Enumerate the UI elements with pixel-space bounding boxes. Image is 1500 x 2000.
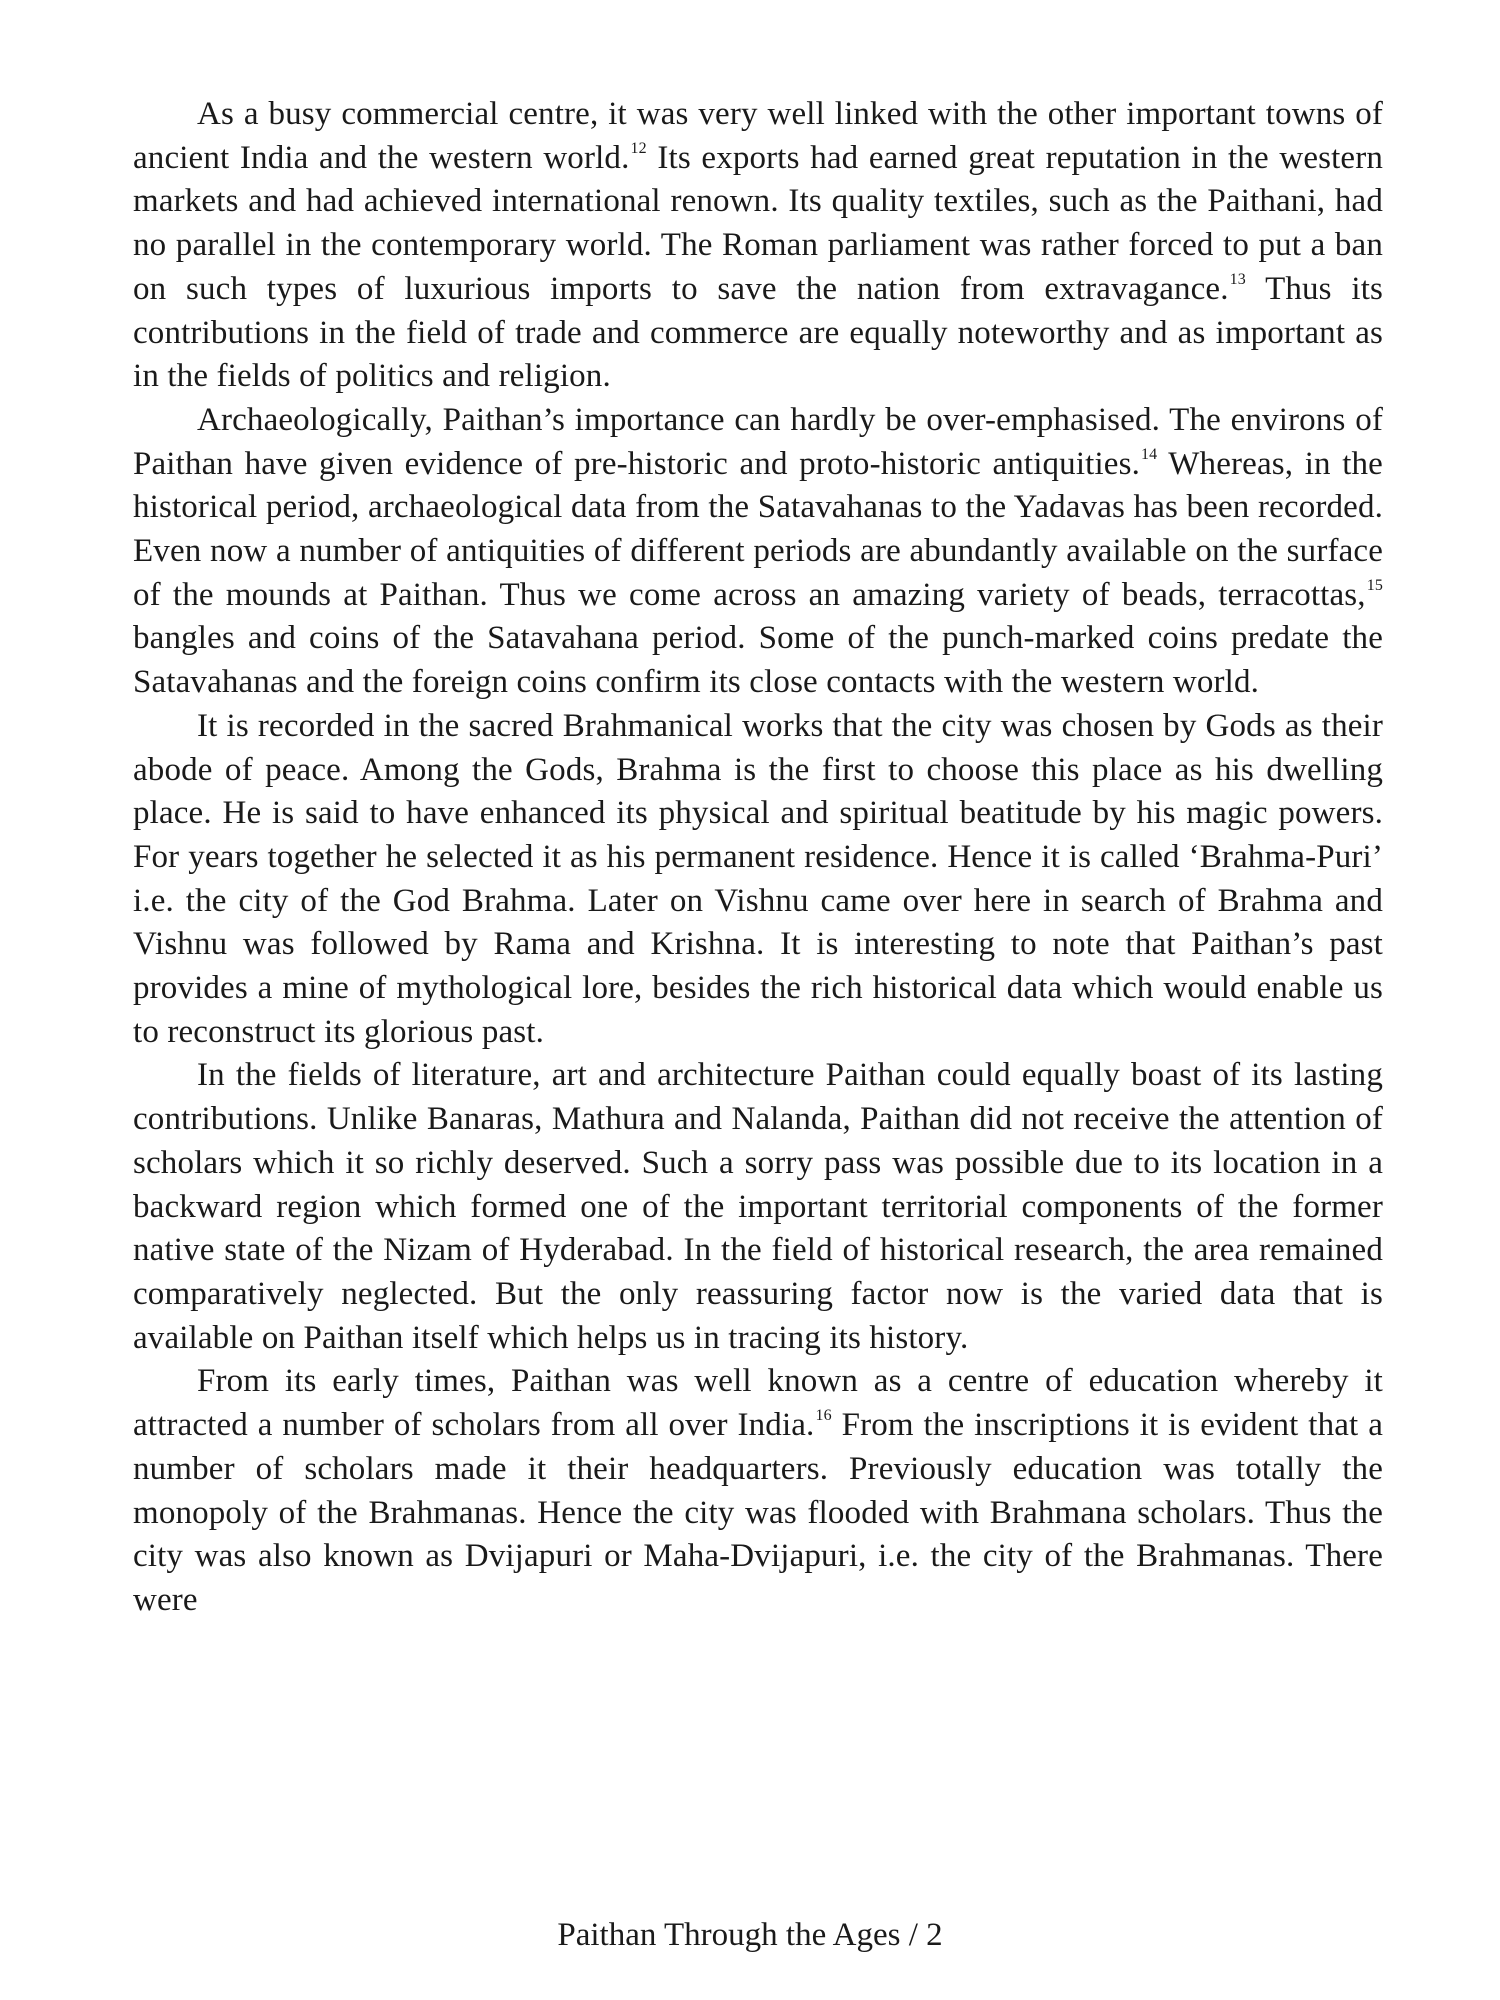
paragraph-text: Archaeologically, Paithan’s importance can hardly be over-emphasised. The environs of Paithan have given evidence of pre-historic and proto-historic antiquities. <box>133 401 1383 482</box>
page-body <box>133 93 1383 1623</box>
paragraph-literature <box>133 1054 1383 1360</box>
paragraph-trade <box>133 93 1383 399</box>
page-footer: Paithan Through the Ages / 2 <box>557 1917 943 1953</box>
paragraph-text: Whereas, in the historical period, archaeological data from the Satavahanas to the Yadavas has been recorded. Even now a number of antiquities of different periods are abundantly available on the surface of the mounds at Paithan. Thus we come across an amazing variety of beads, terracottas, <box>133 445 1383 613</box>
paragraph-education <box>133 1360 1383 1622</box>
paragraph-text: From its early times, Paithan was well known as a centre of education whereby it attracted a number of scholars from all over India. <box>133 1363 1383 1444</box>
paragraph-text: bangles and coins of the Satavahana period. Some of the punch-marked coins predate the Satavahanas and the foreign coins confirm its close contacts with the western world. <box>133 620 1383 701</box>
paragraph-text: In the fields of literature, art and architecture Paithan could equally boast of its lasting contributions. Unlike Banaras, Mathura and Nalanda, Paithan did not receive the attention of scholars which it so richly deserved. Such a sorry pass was possible due to its location in a backward region which formed one of the important territorial components of the former native state of the Nizam of Hyderabad. In the field of historical research, the area remained comparatively neglected. But the only reassuring factor now is the varied data that is available on Paithan itself which helps us in tracing its history. <box>133 1057 1383 1356</box>
paragraph-archaeology <box>133 399 1383 705</box>
footnote-ref-12[interactable]: 12 <box>630 139 647 157</box>
paragraph-text: It is recorded in the sacred Brahmanical works that the city was chosen by Gods as their abode of peace. Among the Gods, Brahma is the first to choose this place as his dwelling place. He is said to have enhanced its physical and spiritual beatitude by his magic powers. For years together he selected it as his permanent residence. Hence it is called ‘Brahma-Puri’ i.e. the city of the God Brahma. Later on Vishnu came over here in search of Brahma and Vishnu was followed by Rama and Krishna. It is interesting to note that Paithan’s past provides a mine of mythological lore, besides the rich historical data which would enable us to reconstruct its glorious past. <box>133 707 1383 1050</box>
footnote-ref-16[interactable]: 16 <box>815 1407 832 1425</box>
paragraph-text: Its exports had earned great reputation in the western markets and had achieved international renown. Its quality textiles, such as the Paithani, had no parallel in the contemporary world. The Roman parliament was rather forced to put a ban on such types of luxurious imports to save the nation from extravagance. <box>133 139 1384 307</box>
footnote-ref-13[interactable]: 13 <box>1229 270 1246 288</box>
paragraph-text: From the inscriptions it is evident that a number of scholars made it their headquarters. Previously education was totally the monopoly of the Brahmanas. Hence the city was flooded with Brahmana scholars. Thus the city was also known as Dvijapuri or Maha-Dvijapuri, i.e. the city of the Brahmanas. There were <box>133 1407 1383 1618</box>
footnote-ref-14[interactable]: 14 <box>1140 445 1158 463</box>
paragraph-text: Thus its contributions in the field of trade and commerce are equally noteworthy and as important as in the fields of politics and religion. <box>133 270 1384 395</box>
paragraph-mythology <box>133 705 1383 1055</box>
paragraph-text: As a busy commercial centre, it was very well linked with the other important towns of ancient India and the western world. <box>133 96 1383 176</box>
footnote-ref-15[interactable]: 15 <box>1366 576 1383 594</box>
